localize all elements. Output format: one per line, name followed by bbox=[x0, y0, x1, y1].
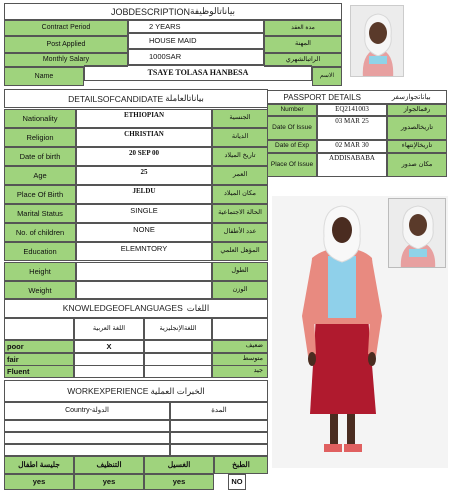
lang-level-label-ar: جيد bbox=[212, 365, 268, 378]
candidate-label-ar: العمر bbox=[212, 166, 268, 185]
name-value: TSAYE TOLASA HANBESA bbox=[84, 65, 312, 81]
lang-english-mark bbox=[144, 340, 212, 353]
work-row-2-country bbox=[4, 432, 170, 444]
contract-period-label: Contract Period bbox=[4, 20, 128, 36]
lang-level-label-ar: ضعيف bbox=[212, 340, 268, 353]
skill-value: NO bbox=[228, 474, 246, 490]
job-title: JOBDESCRIPTION bbox=[110, 6, 190, 17]
candidate-title: DETAILSOFCANDIDATE bbox=[68, 93, 164, 104]
candidate-label-ar: الوزن bbox=[212, 281, 268, 300]
passport-label-ar: تاريخالصدور bbox=[387, 116, 447, 140]
salary-label-ar: الراتبالشهري bbox=[264, 53, 342, 67]
candidate-value: 25 bbox=[76, 166, 212, 185]
passport-label-ar: مكان صدور bbox=[387, 153, 447, 177]
skill-label: الطبخ bbox=[214, 456, 268, 474]
languages-header bbox=[4, 298, 268, 318]
candidate-label: Place Of Birth bbox=[4, 185, 76, 204]
full-body-photo bbox=[272, 196, 448, 468]
candidate-label-ar: الحالة الاجتماعية bbox=[212, 204, 268, 223]
candidate-label-ar: المؤهل العلمي bbox=[212, 242, 268, 261]
passport-label-ar: تاريخالإنتهاء bbox=[387, 140, 447, 153]
candidate-label: Age bbox=[4, 166, 76, 185]
contract-period-label-ar: مدة العقد bbox=[264, 20, 342, 36]
passport-photo-inset bbox=[388, 198, 446, 268]
salary-value: 1000SAR bbox=[128, 49, 264, 65]
candidate-label-ar: الطول bbox=[212, 262, 268, 281]
lang-level-label: poor bbox=[4, 340, 74, 353]
languages-title-ar: اللغات bbox=[186, 302, 210, 313]
skill-label: التنظيف bbox=[74, 456, 144, 474]
candidate-label: Nationality bbox=[4, 109, 76, 128]
passport-photo-small bbox=[350, 5, 404, 77]
candidate-label-ar: الجنسية bbox=[212, 109, 268, 128]
candidate-label: Date of birth bbox=[4, 147, 76, 166]
name-label-ar: الاسم bbox=[312, 67, 342, 86]
job-header bbox=[4, 3, 342, 20]
work-title-ar: الخبرات العملية bbox=[150, 385, 205, 396]
passport-header bbox=[267, 90, 447, 104]
work-row-3-period bbox=[170, 444, 268, 456]
candidate-value: ETHIOPIAN bbox=[76, 109, 212, 128]
candidate-value: 20 SEP 00 bbox=[76, 147, 212, 166]
passport-value: 02 MAR 30 bbox=[317, 140, 387, 153]
candidate-value: ELEMNTORY bbox=[76, 242, 212, 261]
work-period-label: المدة bbox=[170, 402, 268, 420]
skill-value: yes bbox=[144, 474, 214, 490]
skill-label: جليسة اطفال bbox=[4, 456, 74, 474]
lang-level-label-ar: متوسط bbox=[212, 353, 268, 366]
candidate-value: NONE bbox=[76, 223, 212, 242]
lang-arabic-mark bbox=[74, 365, 144, 378]
candidate-value: JELDU bbox=[76, 185, 212, 204]
work-row-3-country bbox=[4, 444, 170, 456]
passport-value: EQ2141003 bbox=[317, 104, 387, 116]
candidate-label: Religion bbox=[4, 128, 76, 147]
work-header bbox=[4, 380, 268, 402]
name-label: Name bbox=[4, 67, 84, 86]
candidate-header bbox=[4, 89, 268, 108]
passport-label: Place Of Issue bbox=[267, 153, 317, 177]
lang-col-arabic: اللغة العربية bbox=[74, 318, 144, 340]
skill-value: yes bbox=[74, 474, 144, 490]
lang-col-empty bbox=[4, 318, 74, 340]
job-title-ar: بياناتالوظيفة bbox=[189, 6, 236, 16]
candidate-value: CHRISTIAN bbox=[76, 128, 212, 147]
candidate-label: Education bbox=[4, 242, 76, 261]
passport-value: 03 MAR 25 bbox=[317, 116, 387, 140]
post-applied-label-ar: المهنة bbox=[264, 36, 342, 53]
lang-arabic-mark: X bbox=[74, 340, 144, 353]
candidate-label-ar: الديانة bbox=[212, 128, 268, 147]
post-applied-label: Post Applied bbox=[4, 36, 128, 53]
passport-label-ar: رقمالجواز bbox=[387, 104, 447, 116]
lang-level-label: Fluent bbox=[4, 365, 74, 378]
passport-value: ADDISABABA bbox=[317, 153, 387, 177]
skill-value: yes bbox=[4, 474, 74, 490]
passport-label: Date Of Issue bbox=[267, 116, 317, 140]
candidate-label: Marital Status bbox=[4, 204, 76, 223]
skill-label: الغسيل bbox=[144, 456, 214, 474]
candidate-label: No. of children bbox=[4, 223, 76, 242]
post-applied-value: HOUSE MAID bbox=[128, 33, 264, 49]
passport-label: Number bbox=[267, 104, 317, 116]
work-title: WORKEXPERIENCE bbox=[67, 386, 149, 396]
salary-label: Monthly Salary bbox=[4, 53, 128, 67]
languages-title: KNOWLEDGEOFLANGUAGES bbox=[62, 303, 183, 313]
work-row-1-country bbox=[4, 420, 170, 432]
work-row-1-period bbox=[170, 420, 268, 432]
candidate-title-ar: بياناتالعاملة bbox=[165, 93, 204, 103]
candidate-label-ar: مكان الميلاد bbox=[212, 185, 268, 204]
passport-label: Date of Exp bbox=[267, 140, 317, 153]
candidate-value bbox=[76, 262, 212, 281]
lang-english-mark bbox=[144, 365, 212, 378]
lang-level-label: fair bbox=[4, 353, 74, 366]
work-row-2-period bbox=[170, 432, 268, 444]
candidate-label: Height bbox=[4, 262, 76, 281]
candidate-label-ar: تاريخ الميلاد bbox=[212, 147, 268, 166]
candidate-value: SINGLE bbox=[76, 204, 212, 223]
candidate-label-ar: عدد الأطفال bbox=[212, 223, 268, 242]
passport-title: PASSPORT DETAILS bbox=[283, 92, 361, 102]
contract-period-value: 2 YEARS bbox=[128, 20, 264, 33]
passport-title-ar: بياناتجوازسفر bbox=[391, 94, 431, 101]
candidate-label: Weight bbox=[4, 281, 76, 300]
work-country-label: Country-الدولة bbox=[4, 402, 170, 420]
lang-col-empty-2 bbox=[212, 318, 268, 340]
lang-col-english: اللغةالإنجليزية bbox=[144, 318, 212, 340]
